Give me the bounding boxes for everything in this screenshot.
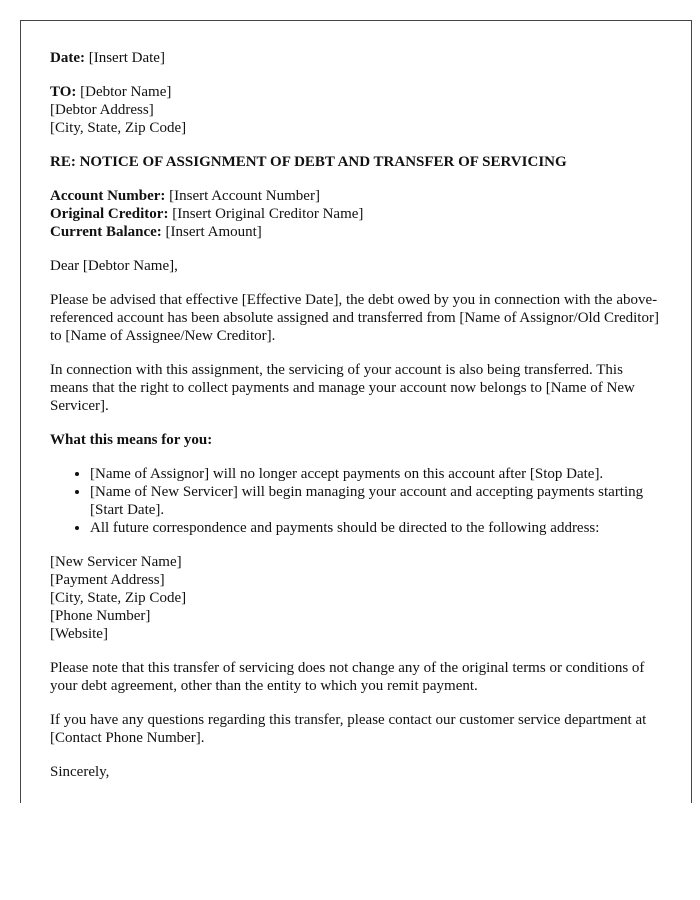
salutation: Dear [Debtor Name], — [50, 258, 178, 274]
servicer-address — [50, 553, 662, 643]
servicer-phone: [Phone Number] — [50, 608, 151, 624]
account-number-label: Account Number: — [50, 188, 166, 204]
servicer-payment-address: [Payment Address] — [50, 572, 165, 588]
original-creditor-label: Original Creditor: — [50, 206, 169, 222]
servicer-city: [City, State, Zip Code] — [50, 590, 187, 606]
to-label: TO: — [50, 84, 77, 100]
paragraph-assignment: Please be advised that effective [Effective Date], the debt owed by you in connection with the above-referenced account has been absolute assigned and transferred from [Name of Assignor/Old Creditor] to [Name of Assignee/New Creditor]. — [50, 292, 659, 344]
paragraph-contact: If you have any questions regarding this transfer, please contact our customer service department at [Contact Phone Number]. — [50, 712, 647, 746]
account-details — [50, 187, 662, 241]
date-label: Date: — [50, 50, 85, 66]
closing: Sincerely, — [50, 764, 110, 780]
current-balance-label: Current Balance: — [50, 224, 162, 240]
debtor-city: [City, State, Zip Code] — [50, 120, 187, 136]
servicer-website: [Website] — [50, 626, 108, 642]
servicer-name: [New Servicer Name] — [50, 554, 182, 570]
list-item: • [Name of New Servicer] will begin managing your account and accepting payments starting [Start Date]. — [90, 483, 662, 519]
means-list — [50, 465, 662, 537]
date-line — [50, 49, 662, 67]
list-item: • [Name of Assignor] will no longer accept payments on this account after [Stop Date]. — [90, 465, 662, 483]
subject-line — [50, 153, 662, 171]
means-heading-text: What this means for you: — [50, 432, 213, 448]
account-number-value: [Insert Account Number] — [169, 188, 320, 204]
debtor-name: [Debtor Name] — [80, 84, 172, 100]
means-heading — [50, 431, 662, 449]
original-creditor-value: [Insert Original Creditor Name] — [172, 206, 364, 222]
recipient-block — [50, 83, 662, 137]
paragraph-terms: Please note that this transfer of servicing does not change any of the original terms or conditions of your debt agreement, other than the entity to which you remit payment. — [50, 660, 645, 694]
paragraph-servicing: In connection with this assignment, the servicing of your account is also being transferred. This means that the right to collect payments and manage your account now belongs to [Name of New Servicer]. — [50, 362, 635, 414]
list-item: • All future correspondence and payments should be directed to the following address: — [90, 519, 662, 537]
subject-text: RE: NOTICE OF ASSIGNMENT OF DEBT AND TRANSFER OF SERVICING — [50, 154, 567, 170]
debtor-address: [Debtor Address] — [50, 102, 154, 118]
current-balance-value: [Insert Amount] — [165, 224, 262, 240]
date-value: [Insert Date] — [88, 50, 165, 66]
letter-page — [20, 20, 692, 803]
